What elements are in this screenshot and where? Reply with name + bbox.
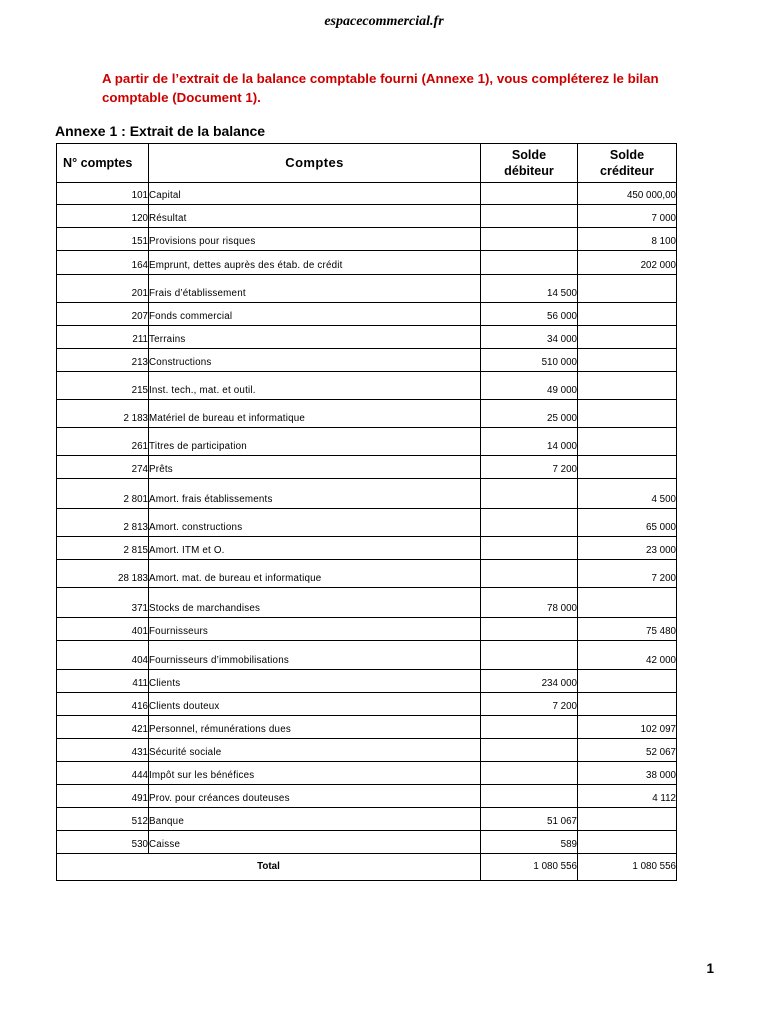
header-credit-balance	[578, 144, 677, 183]
header-debit-balance	[481, 144, 578, 183]
debit-amount: 51 067	[481, 808, 578, 831]
credit-amount	[578, 275, 677, 303]
table-row	[57, 275, 677, 303]
account-number: 401	[57, 618, 149, 641]
account-number: 2 813	[57, 509, 149, 537]
account-number: 151	[57, 228, 149, 251]
account-number: 431	[57, 739, 149, 762]
credit-amount	[578, 670, 677, 693]
debit-amount: 589	[481, 831, 578, 854]
debit-amount: 34 000	[481, 326, 578, 349]
account-name: Provisions pour risques	[149, 228, 481, 251]
credit-amount	[578, 400, 677, 428]
debit-amount: 510 000	[481, 349, 578, 372]
page-number: 1	[706, 961, 714, 976]
debit-amount	[481, 183, 578, 205]
account-name: Amort. mat. de bureau et informatique	[149, 560, 481, 588]
header-account-name: Comptes	[149, 144, 481, 183]
account-name: Clients douteux	[149, 693, 481, 716]
account-name: Amort. frais établissements	[149, 479, 481, 509]
account-number: 491	[57, 785, 149, 808]
account-number: 201	[57, 275, 149, 303]
credit-amount: 65 000	[578, 509, 677, 537]
credit-amount	[578, 428, 677, 456]
debit-amount: 14 500	[481, 275, 578, 303]
account-name: Constructions	[149, 349, 481, 372]
table-row	[57, 560, 677, 588]
credit-amount	[578, 456, 677, 479]
account-number: 512	[57, 808, 149, 831]
debit-amount: 14 000	[481, 428, 578, 456]
account-number: 416	[57, 693, 149, 716]
account-name: Frais d’établissement	[149, 275, 481, 303]
account-name: Terrains	[149, 326, 481, 349]
debit-amount	[481, 785, 578, 808]
credit-amount: 42 000	[578, 641, 677, 670]
credit-amount: 23 000	[578, 537, 677, 560]
table-row	[57, 326, 677, 349]
debit-amount	[481, 716, 578, 739]
table-row	[57, 479, 677, 509]
credit-amount: 450 000,00	[578, 183, 677, 205]
account-number: 2 183	[57, 400, 149, 428]
debit-amount	[481, 479, 578, 509]
account-name: Emprunt, dettes auprès des étab. de crédit	[149, 251, 481, 275]
header-debit-line-2: débiteur	[504, 164, 554, 178]
credit-amount: 38 000	[578, 762, 677, 785]
account-name: Stocks de marchandises	[149, 588, 481, 618]
account-number: 444	[57, 762, 149, 785]
table-row	[57, 372, 677, 400]
credit-amount	[578, 349, 677, 372]
account-number: 213	[57, 349, 149, 372]
account-name: Fournisseurs	[149, 618, 481, 641]
debit-amount	[481, 618, 578, 641]
debit-amount	[481, 205, 578, 228]
table-row	[57, 428, 677, 456]
header-credit-line-1: Solde	[609, 148, 645, 162]
account-name: Sécurité sociale	[149, 739, 481, 762]
account-name: Prov. pour créances douteuses	[149, 785, 481, 808]
site-header: espacecommercial.fr	[324, 14, 444, 29]
table-row	[57, 716, 677, 739]
debit-amount: 7 200	[481, 456, 578, 479]
table-row	[57, 183, 677, 205]
table-row	[57, 588, 677, 618]
account-name: Personnel, rémunérations dues	[149, 716, 481, 739]
table-row	[57, 618, 677, 641]
table-row	[57, 303, 677, 326]
credit-amount	[578, 693, 677, 716]
credit-amount: 52 067	[578, 739, 677, 762]
account-name: Fournisseurs d’immobilisations	[149, 641, 481, 670]
credit-amount: 75 480	[578, 618, 677, 641]
account-number: 215	[57, 372, 149, 400]
debit-amount: 25 000	[481, 400, 578, 428]
account-name: Résultat	[149, 205, 481, 228]
balance-table-body	[57, 183, 677, 854]
credit-amount: 102 097	[578, 716, 677, 739]
account-number: 211	[57, 326, 149, 349]
account-name: Fonds commercial	[149, 303, 481, 326]
account-number: 404	[57, 641, 149, 670]
credit-amount: 202 000	[578, 251, 677, 275]
account-number: 164	[57, 251, 149, 275]
table-row	[57, 693, 677, 716]
account-number: 371	[57, 588, 149, 618]
account-name: Clients	[149, 670, 481, 693]
table-row	[57, 228, 677, 251]
table-row	[57, 670, 677, 693]
header-account-number: N° comptes	[57, 144, 149, 183]
total-row	[57, 854, 677, 881]
table-row	[57, 739, 677, 762]
account-number: 421	[57, 716, 149, 739]
header-debit-line-1: Solde	[511, 148, 547, 162]
account-number: 2 801	[57, 479, 149, 509]
table-row	[57, 349, 677, 372]
account-name: Impôt sur les bénéfices	[149, 762, 481, 785]
credit-amount: 4 500	[578, 479, 677, 509]
credit-amount	[578, 372, 677, 400]
table-row	[57, 400, 677, 428]
account-number: 261	[57, 428, 149, 456]
total-debit: 1 080 556	[481, 854, 578, 881]
table-row	[57, 509, 677, 537]
credit-amount: 7 200	[578, 560, 677, 588]
table-row	[57, 762, 677, 785]
account-name: Capital	[149, 183, 481, 205]
balance-table	[56, 143, 677, 881]
debit-amount	[481, 251, 578, 275]
table-row	[57, 251, 677, 275]
table-row	[57, 641, 677, 670]
debit-amount	[481, 537, 578, 560]
account-name: Inst. tech., mat. et outil.	[149, 372, 481, 400]
account-number: 120	[57, 205, 149, 228]
account-number: 207	[57, 303, 149, 326]
account-number: 530	[57, 831, 149, 854]
annex-title: Annexe 1 : Extrait de la balance	[55, 123, 266, 139]
table-row	[57, 831, 677, 854]
table-header-row	[57, 144, 677, 183]
credit-amount	[578, 588, 677, 618]
debit-amount	[481, 228, 578, 251]
account-number: 411	[57, 670, 149, 693]
debit-amount: 49 000	[481, 372, 578, 400]
debit-amount	[481, 739, 578, 762]
debit-amount	[481, 762, 578, 785]
account-number: 274	[57, 456, 149, 479]
debit-amount	[481, 560, 578, 588]
account-name: Amort. ITM et O.	[149, 537, 481, 560]
debit-amount	[481, 641, 578, 670]
account-name: Titres de participation	[149, 428, 481, 456]
account-number: 28 183	[57, 560, 149, 588]
debit-amount: 78 000	[481, 588, 578, 618]
credit-amount: 8 100	[578, 228, 677, 251]
credit-amount	[578, 831, 677, 854]
total-credit: 1 080 556	[578, 854, 677, 881]
credit-amount	[578, 808, 677, 831]
account-name: Caisse	[149, 831, 481, 854]
account-name: Amort. constructions	[149, 509, 481, 537]
instruction-text: A partir de l’extrait de la balance comptable fourni (Annexe 1), vous compléterez le bilan comptable (Document 1).	[102, 71, 659, 105]
account-number: 2 815	[57, 537, 149, 560]
header-credit-line-2: créditeur	[600, 164, 654, 178]
table-row	[57, 205, 677, 228]
account-name: Prêts	[149, 456, 481, 479]
account-name: Banque	[149, 808, 481, 831]
debit-amount: 7 200	[481, 693, 578, 716]
credit-amount	[578, 326, 677, 349]
credit-amount: 4 112	[578, 785, 677, 808]
table-row	[57, 785, 677, 808]
credit-amount: 7 000	[578, 205, 677, 228]
account-number: 101	[57, 183, 149, 205]
table-row	[57, 456, 677, 479]
account-name: Matériel de bureau et informatique	[149, 400, 481, 428]
total-label: Total	[57, 854, 481, 881]
table-row	[57, 808, 677, 831]
credit-amount	[578, 303, 677, 326]
table-row	[57, 537, 677, 560]
debit-amount: 56 000	[481, 303, 578, 326]
debit-amount: 234 000	[481, 670, 578, 693]
debit-amount	[481, 509, 578, 537]
